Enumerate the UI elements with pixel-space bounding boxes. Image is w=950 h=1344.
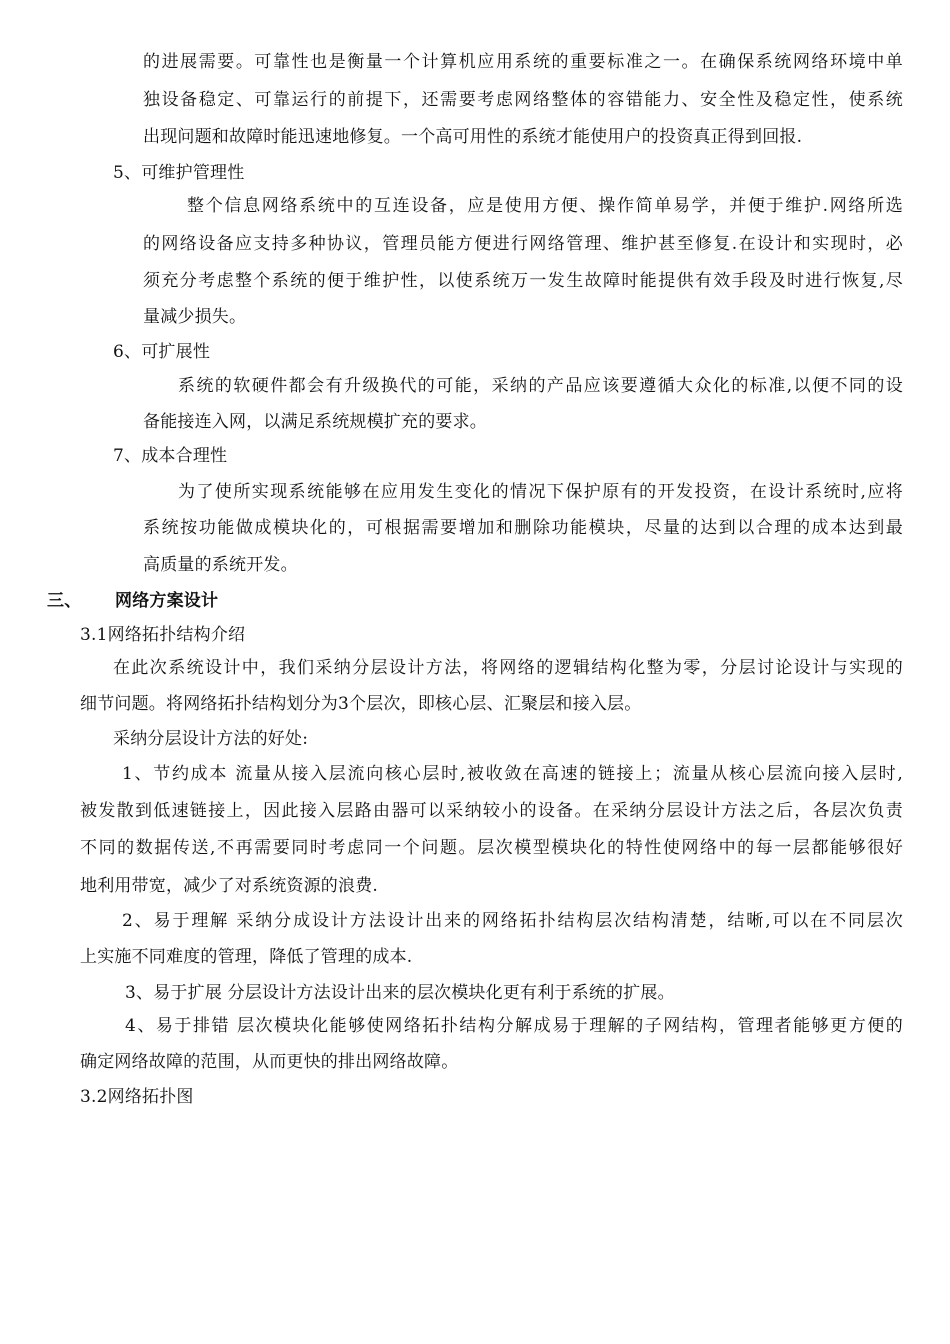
item7-line-3: 高质量的系统开发。: [143, 555, 298, 575]
benefit3-line-1: 3、易于扩展 分层设计方法设计出来的层次模块化更有利于系统的扩展。: [125, 983, 675, 1003]
item5-line-1: 整个信息网络系统中的互连设备，应是使用方便、操作简单易学，并便于维护.网络所选: [187, 196, 903, 216]
benefit1-line-4: 地利用带宽，减少了对系统资源的浪费.: [80, 876, 379, 896]
benefit1-line-3: 不同的数据传送,不再需要同时考虑同一个问题。层次模型模块化的特性使网络中的每一层都能够很好: [80, 838, 903, 858]
benefit4-line-1: 4、易于排错 层次模块化能够使网络拓扑结构分解成易于理解的子网结构，管理者能够更方便的: [125, 1016, 903, 1036]
reliability-line-2: 独设备稳定、可靠运行的前提下，还需要考虑网络整体的容错能力、安全性及稳定性，使系统: [143, 90, 903, 110]
sub31-intro-line-1: 在此次系统设计中，我们采纳分层设计方法，将网络的逻辑结构化整为零，分层讨论设计与实现的: [113, 658, 903, 678]
item5-line-3: 须充分考虑整个系统的便于维护性，以使系统万一发生故障时能提供有效手段及时进行恢复,尽: [143, 271, 903, 291]
item7-heading: 7、成本合理性: [113, 446, 228, 466]
benefits-label: 采纳分层设计方法的好处:: [113, 729, 309, 749]
reliability-line-3: 出现问题和故障时能迅速地修复。一个高可用性的系统才能使用户的投资真正得到回报.: [143, 127, 803, 147]
item5-line-4: 量减少损失。: [143, 307, 247, 327]
item5-heading: 5、可维护管理性: [113, 163, 245, 183]
sub31-intro-line-2: 细节问题。将网络拓扑结构划分为3个层次，即核心层、汇聚层和接入层。: [80, 694, 642, 714]
sub32-heading: 3.2网络拓扑图: [80, 1087, 194, 1107]
benefit4-line-2: 确定网络故障的范围，从而更快的排出网络故障。: [80, 1052, 459, 1072]
item7-line-1: 为了使所实现系统能够在应用发生变化的情况下保护原有的开发投资，在设计系统时,应将: [178, 482, 903, 502]
item5-line-2: 的网络设备应支持多种协议，管理员能方便进行网络管理、维护甚至修复.在设计和实现时，必: [143, 234, 903, 254]
benefit2-line-2: 上实施不同难度的管理，降低了管理的成本.: [80, 947, 413, 967]
benefit1-line-2: 被发散到低速链接上，因此接入层路由器可以采纳较小的设备。在采纳分层设计方法之后，各层次负责: [80, 801, 903, 821]
section3-title: 网络方案设计: [115, 591, 219, 611]
item6-heading: 6、可扩展性: [113, 342, 211, 362]
section3-number: 三、: [47, 591, 82, 611]
reliability-line-1: 的进展需要。可靠性也是衡量一个计算机应用系统的重要标准之一。在确保系统网络环境中单: [143, 52, 903, 72]
benefit1-line-1: 1、节约成本 流量从接入层流向核心层时,被收敛在高速的链接上；流量从核心层流向接入层时,: [122, 764, 903, 784]
item7-line-2: 系统按功能做成模块化的，可根据需要增加和删除功能模块，尽量的达到以合理的成本达到最: [143, 518, 903, 538]
item6-line-1: 系统的软硬件都会有升级换代的可能，采纳的产品应该要遵循大众化的标准,以便不同的设: [178, 376, 903, 396]
sub31-heading: 3.1网络拓扑结构介绍: [80, 625, 246, 645]
item6-line-2: 备能接连入网，以满足系统规模扩充的要求。: [143, 412, 487, 432]
benefit2-line-1: 2、易于理解 采纳分成设计方法设计出来的网络拓扑结构层次结构清楚，结晰,可以在不同层次: [122, 911, 903, 931]
